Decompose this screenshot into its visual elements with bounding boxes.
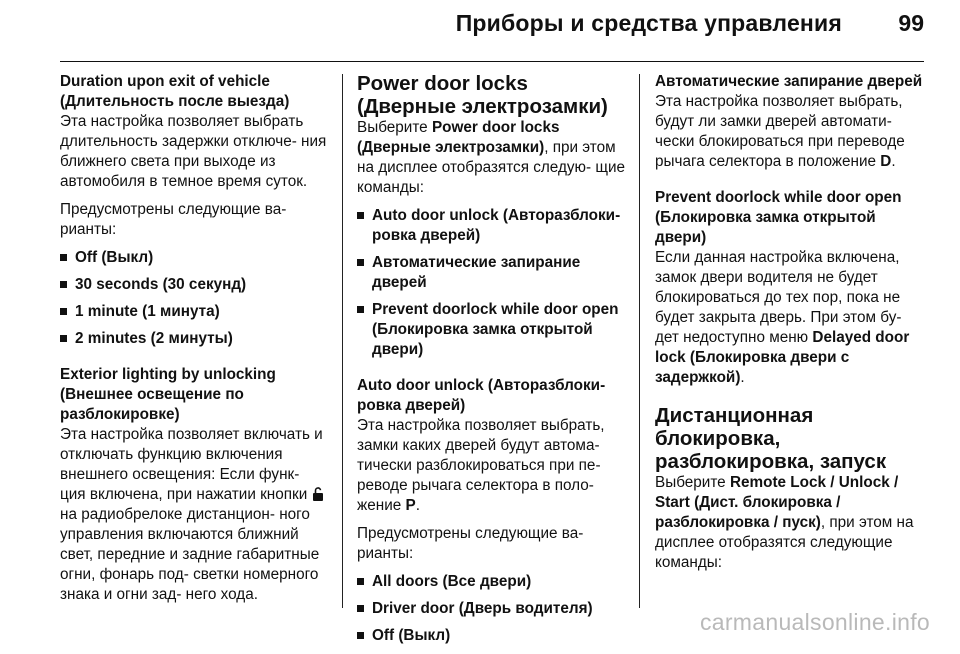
paragraph [60, 425, 328, 605]
column-2 [357, 72, 625, 654]
list-item: Off (Выкл) [60, 248, 328, 268]
text-run: . [415, 497, 420, 514]
column-1 [60, 72, 328, 613]
paragraph [655, 248, 929, 388]
paragraph [655, 92, 929, 172]
watermark: carmanualsonline.info [699, 609, 930, 635]
unlock-icon [312, 487, 324, 501]
section-heading-exterior-lighting: Exterior lighting by unlocking (Внешнее освещение по разблокировке) [60, 366, 276, 423]
paragraph [357, 118, 625, 198]
text-run: Выберите [357, 119, 428, 136]
list-item: Driver door (Дверь водителя) [357, 599, 625, 619]
text-run: Эта настройка позволяет выбрать, замки каких дверей будут автома- тически разблокироваться при пе- реводе рычага селектора в поло- жение [357, 417, 605, 514]
list-item: Автоматические запирание дверей [357, 253, 625, 293]
page-title: Приборы и средства управления [455, 10, 842, 36]
text-run: Выберите [655, 474, 726, 491]
list-item: Auto door unlock (Авторазблоки- ровка дверей) [357, 206, 625, 246]
text-run: Эта настройка позволяет выбрать, будут ли замки дверей автомати- чески блокироваться при переводе рычага селектора в положение [655, 93, 905, 170]
paragraph [655, 473, 929, 573]
gear-letter: P [405, 497, 416, 514]
page-number: 99 [898, 10, 924, 36]
text-run: на радиобрелоке дистанцион- ного управления включаются ближний свет, передние и задние габаритные огни, фонарь под- светки номерного знака и огни зад- него хода. [60, 506, 320, 603]
list-item: Prevent doorlock while door open (Блокировка замка открытой двери) [357, 300, 625, 360]
options-list [60, 248, 328, 349]
gear-letter: D [880, 153, 892, 170]
menu-reference: Power door locks (Дверные электрозамки) [357, 119, 560, 156]
options-list [357, 206, 625, 360]
text-run: Эта настройка позволяет включать и отключать функцию включения внешнего освещения: Если функ- ция включена, при нажатии кнопки [60, 426, 323, 503]
section-heading-remote-lock: Дистанционная блокировка, разблокировка, запуск [655, 404, 887, 473]
section-heading-duration: Duration upon exit of vehicle (Длительность после выезда) [60, 73, 290, 110]
header-divider [60, 61, 924, 62]
paragraph: Эта настройка позволяет выбрать длительность задержки отключе- ния ближнего света при выходе из автомобиля в темное время суток. [60, 113, 327, 190]
text-run: , при этом на дисплее отобразятся следую- щие команды: [357, 139, 626, 196]
paragraph: Предусмотрены следующие ва- рианты: [60, 201, 287, 238]
text-run: . [891, 153, 896, 170]
menu-reference: Delayed door lock (Блокировка двери с задержкой) [655, 329, 910, 386]
list-item: 1 minute (1 минута) [60, 302, 328, 322]
text-run: . [740, 369, 745, 386]
section-heading-power-door-locks: Power door locks (Дверные электрозамки) [357, 72, 608, 118]
section-heading-auto-locking: Автоматические запирание дверей [655, 73, 923, 90]
column-3 [655, 72, 929, 581]
options-list [357, 572, 625, 646]
paragraph: Предусмотрены следующие ва- рианты: [357, 525, 584, 562]
section-heading-auto-door-unlock: Auto door unlock (Авторазблоки- ровка дверей) [357, 377, 606, 414]
text-run: Если данная настройка включена, замок двери водителя не будет блокироваться до тех пор, пока не будет закрыта дверь. При этом бу- дет недоступно меню [655, 249, 902, 346]
text-run: , при этом на дисплее отобразятся следующие команды: [655, 514, 914, 571]
list-item: Off (Выкл) [357, 626, 625, 646]
list-item: 30 seconds (30 секунд) [60, 275, 328, 295]
list-item: 2 minutes (2 минуты) [60, 329, 328, 349]
list-item: All doors (Все двери) [357, 572, 625, 592]
paragraph [357, 416, 625, 516]
column-divider-1 [342, 74, 343, 608]
menu-reference: Remote Lock / Unlock / Start (Дист. блокировка / разблокировка / пуск) [655, 474, 899, 531]
column-divider-2 [639, 74, 640, 608]
section-heading-prevent-doorlock: Prevent doorlock while door open (Блокировка замка открытой двери) [655, 189, 902, 246]
